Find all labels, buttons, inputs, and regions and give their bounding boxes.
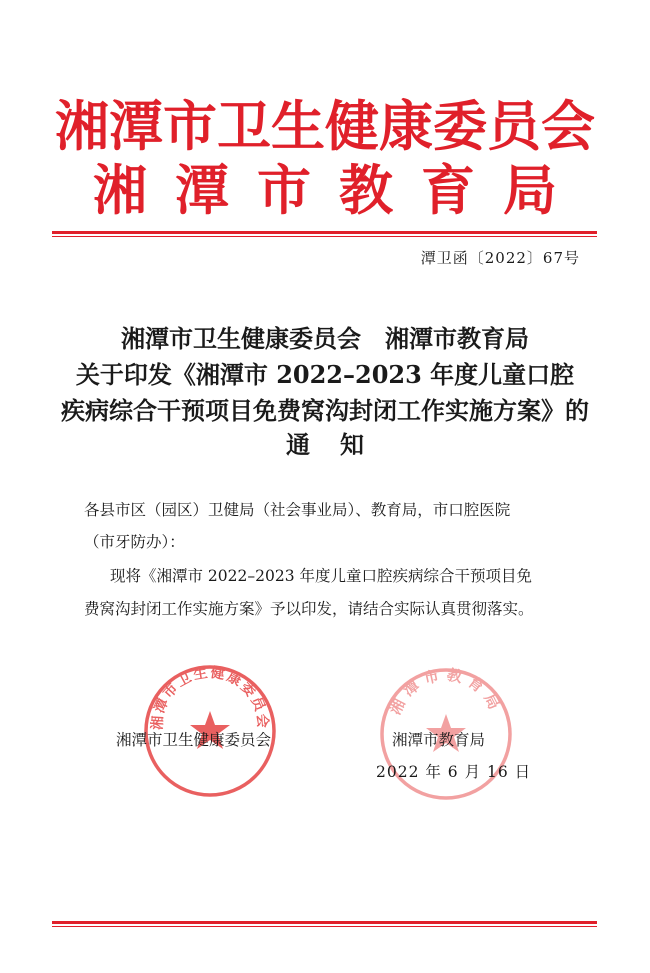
header-divider-thick [52,231,597,234]
body-line-1: 各县市区（园区）卫健局（社会事业局）、教育局，市口腔医院 [84,501,511,519]
svg-text:湘潭市卫生健康委员会: 湘潭市卫生健康委员会 [149,664,271,731]
header-divider-thin [52,236,597,237]
issue-date: 2022 年 6 月 16 日 [376,763,532,781]
footer-divider-thick [52,921,597,924]
header-org1: 湘潭市卫生健康委员会 [55,94,595,158]
footer-divider-thin [52,926,597,927]
document-number: 潭卫函〔2022〕67号 [420,249,580,267]
title-line-1: 湘潭市卫生健康委员会 湘潭市教育局 [121,324,529,353]
title-line-2: 关于印发《湘潭市 2022–2023 年度儿童口腔 [75,360,575,389]
title-line-4: 通知 [286,430,394,459]
svg-text:湘潭市教育局: 湘潭市教育局 [386,665,506,718]
signature-education-bureau: 湘潭市教育局 [392,731,486,749]
body-line-2: （市牙防办）： [84,533,185,551]
title-line-3: 疾病综合干预项目免费窝沟封闭工作实施方案》的 [61,396,589,425]
body-line-4: 费窝沟封闭工作实施方案》予以印发，请结合实际认真贯彻落实。 [84,600,534,618]
body-line-3: 现将《湘潭市 2022–2023 年度儿童口腔疾病综合干预项目免 [110,567,532,585]
header-org2: 湘潭市教育局 [93,158,585,222]
signature-health-commission: 湘潭市卫生健康委员会 [116,731,272,749]
